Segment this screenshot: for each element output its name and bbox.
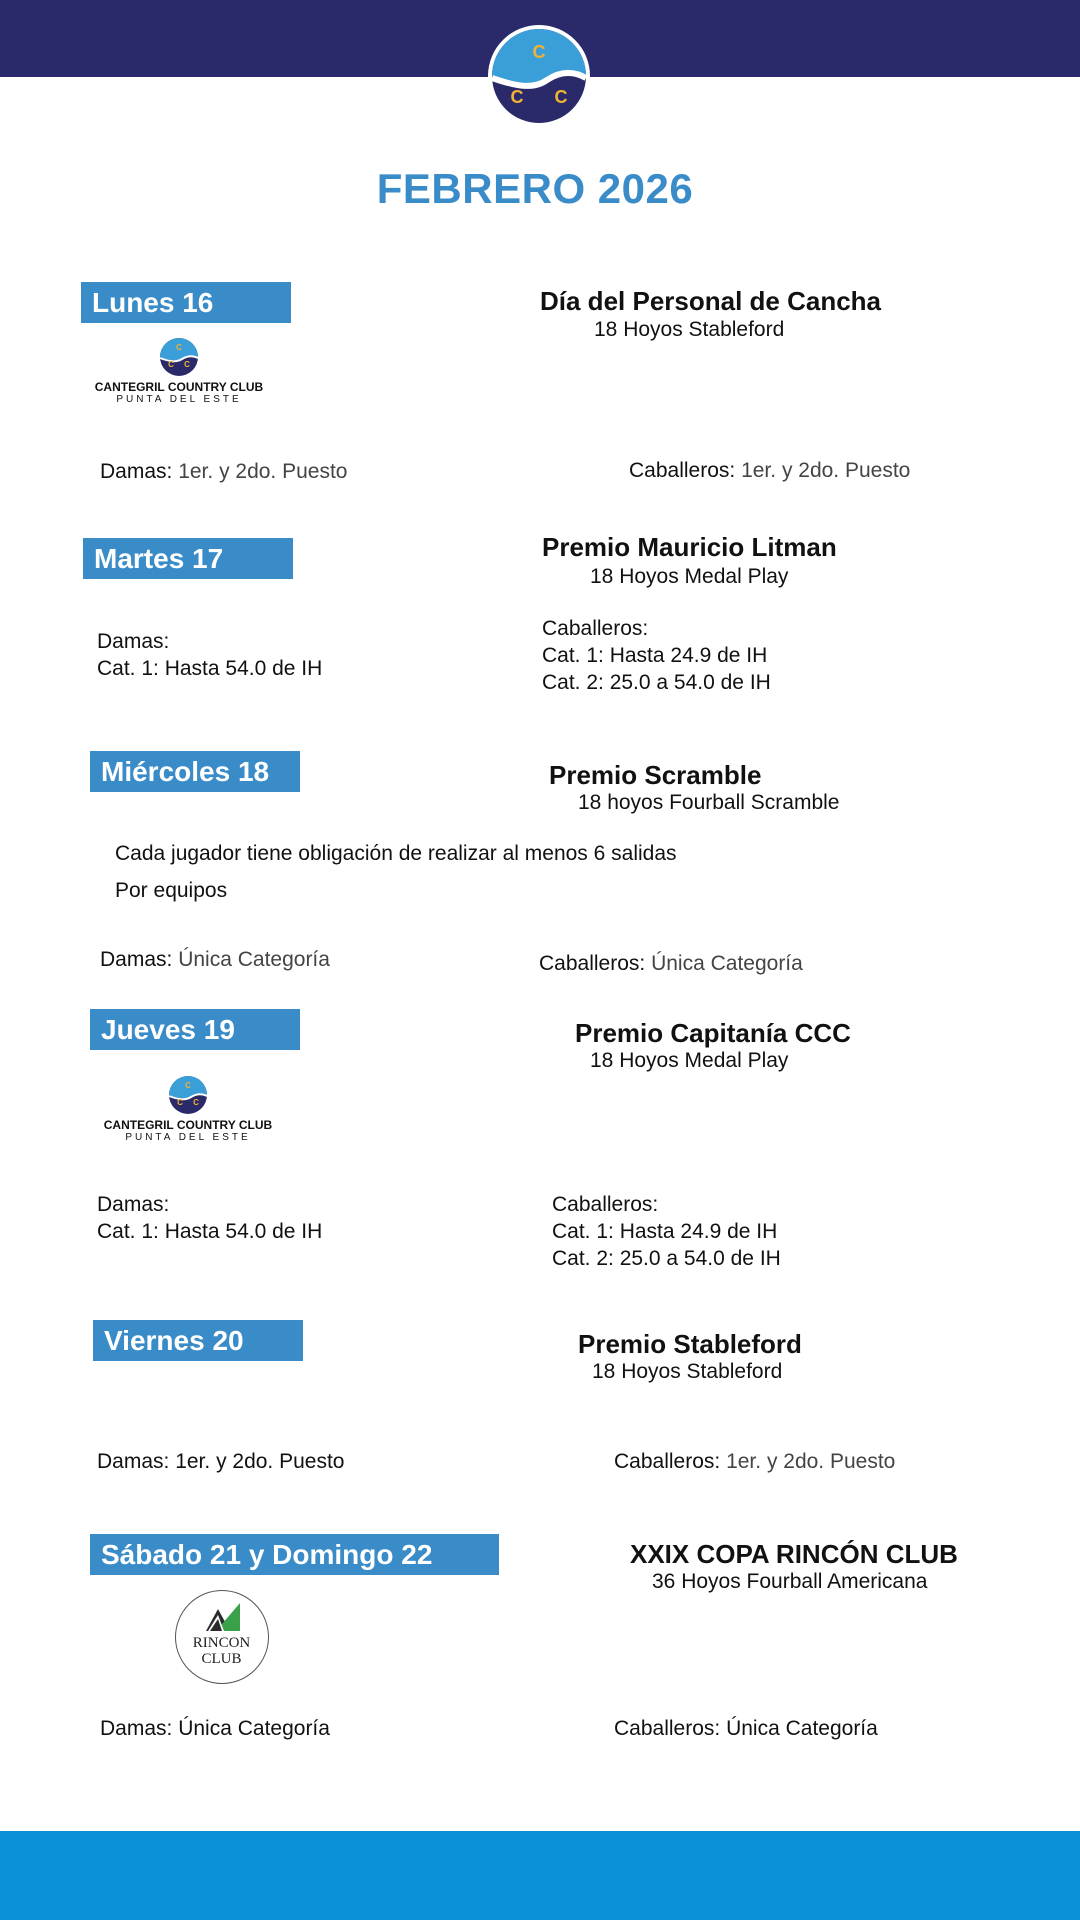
cantegril-logo <box>89 337 269 405</box>
caballeros-label: Caballeros: <box>539 952 646 975</box>
caballeros-label: Caballeros: <box>542 617 649 640</box>
day-label-martes: Martes 17 <box>83 538 293 579</box>
damas-label: Damas: <box>97 630 170 653</box>
svg-text:C: C <box>168 360 174 369</box>
day-label-lunes: Lunes 16 <box>81 282 291 323</box>
damas-categories <box>97 1191 322 1245</box>
event-title: Premio Capitanía CCC <box>575 1018 851 1048</box>
caballeros-value: 1er. y 2do. Puesto <box>741 459 911 482</box>
caballeros-label: Caballeros: <box>614 1717 721 1740</box>
damas-prize <box>97 1450 345 1474</box>
event-title: Día del Personal de Cancha <box>540 286 882 316</box>
event-title: Premio Mauricio Litman <box>542 532 837 562</box>
event-format: 18 Hoyos Stableford <box>594 318 785 341</box>
club-logo-icon <box>487 24 591 128</box>
event-title: Premio Scramble <box>549 760 762 790</box>
damas-label: Damas: <box>100 1717 173 1740</box>
cantegril-logo <box>98 1075 278 1143</box>
page-title: FEBRERO 2026 <box>376 165 694 212</box>
rincon-name: RINCON <box>192 1635 251 1651</box>
rincon-club-logo <box>175 1590 269 1684</box>
caballeros-cat2: Cat. 2: 25.0 a 54.0 de IH <box>552 1247 781 1270</box>
cantegril-logo-icon <box>159 337 199 377</box>
day-label-weekend: Sábado 21 y Domingo 22 <box>90 1534 499 1575</box>
damas-cat1: Cat. 1: Hasta 54.0 de IH <box>97 657 323 680</box>
damas-value: Única Categoría <box>178 1717 330 1740</box>
caballeros-prize <box>539 952 803 976</box>
caballeros-cat2: Cat. 2: 25.0 a 54.0 de IH <box>542 671 771 694</box>
event-format: 18 hoyos Fourball Scramble <box>578 791 840 814</box>
caballeros-cat1: Cat. 1: Hasta 24.9 de IH <box>552 1220 778 1243</box>
damas-label: Damas: <box>100 948 173 971</box>
event-format: 18 Hoyos Medal Play <box>590 565 789 588</box>
caballeros-value: 1er. y 2do. Puesto <box>726 1450 896 1473</box>
damas-prize <box>100 460 348 484</box>
damas-label: Damas: <box>97 1450 170 1473</box>
event-format: 18 Hoyos Stableford <box>592 1360 783 1383</box>
caballeros-categories <box>542 615 771 696</box>
logo-letter-right: C <box>554 87 568 107</box>
caballeros-value: Única Categoría <box>651 952 803 975</box>
cantegril-logo-icon <box>168 1075 208 1115</box>
svg-text:C: C <box>176 343 182 352</box>
club-name: CANTEGRIL COUNTRY CLUB <box>94 380 264 394</box>
event-title: XXIX COPA RINCÓN CLUB <box>630 1539 958 1569</box>
damas-value: 1er. y 2do. Puesto <box>178 460 348 483</box>
damas-prize <box>100 1717 330 1741</box>
caballeros-label: Caballeros: <box>552 1193 659 1216</box>
caballeros-prize <box>629 459 910 483</box>
day-label-miercoles: Miércoles 18 <box>90 751 300 792</box>
damas-label: Damas: <box>100 460 173 483</box>
club-name: CANTEGRIL COUNTRY CLUB <box>103 1118 273 1132</box>
svg-text:C: C <box>184 360 190 369</box>
caballeros-label: Caballeros: <box>629 459 736 482</box>
damas-cat1: Cat. 1: Hasta 54.0 de IH <box>97 1220 323 1243</box>
event-format: 36 Hoyos Fourball Americana <box>652 1570 928 1593</box>
damas-value: Única Categoría <box>178 948 330 971</box>
logo-letter-left: C <box>510 87 524 107</box>
caballeros-prize <box>614 1717 878 1741</box>
footer-bar <box>0 1831 1080 1920</box>
event-note: Por equipos <box>115 879 228 902</box>
day-label-viernes: Viernes 20 <box>93 1320 303 1361</box>
svg-text:C: C <box>177 1098 183 1107</box>
damas-value: 1er. y 2do. Puesto <box>175 1450 345 1473</box>
caballeros-categories <box>552 1191 781 1272</box>
logo-letter-top: C <box>532 42 546 62</box>
rincon-suffix: CLUB <box>201 1651 242 1667</box>
damas-prize <box>100 948 330 972</box>
caballeros-cat1: Cat. 1: Hasta 24.9 de IH <box>542 644 768 667</box>
svg-text:C: C <box>193 1098 199 1107</box>
caballeros-label: Caballeros: <box>614 1450 721 1473</box>
club-city: PUNTA DEL ESTE <box>125 1132 251 1143</box>
day-label-jueves: Jueves 19 <box>90 1009 300 1050</box>
event-note: Cada jugador tiene obligación de realizar al menos 6 salidas <box>115 842 677 865</box>
caballeros-value: Única Categoría <box>726 1717 878 1740</box>
svg-text:C: C <box>185 1081 191 1090</box>
rincon-mountain-icon <box>206 1603 240 1633</box>
event-format: 18 Hoyos Medal Play <box>590 1049 789 1072</box>
club-city: PUNTA DEL ESTE <box>116 394 242 405</box>
caballeros-prize <box>614 1450 895 1474</box>
damas-categories <box>97 628 322 682</box>
event-title: Premio Stableford <box>578 1329 802 1359</box>
damas-label: Damas: <box>97 1193 170 1216</box>
